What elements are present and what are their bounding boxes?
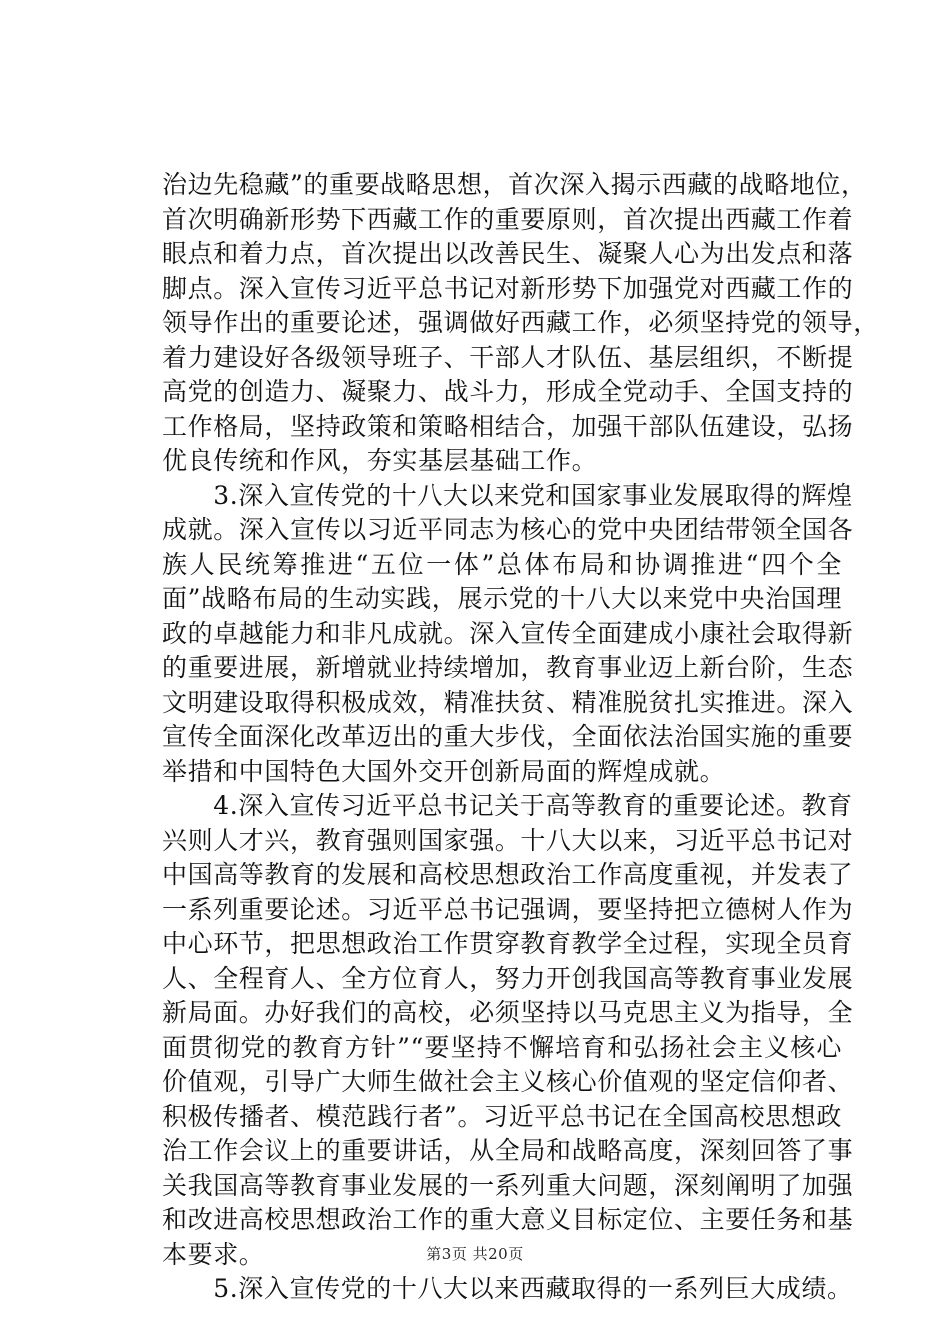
- text-line: 着力建设好各级领导班子、干部人才队伍、基层组织，不断提: [162, 342, 854, 372]
- text-line: 工作格局，坚持政策和策略相结合，加强干部队伍建设，弘扬: [162, 411, 854, 441]
- text-line: 的重要进展，新增就业持续增加，教育事业迈上新台阶，生态: [162, 653, 854, 682]
- text-line: 举措和中国特色大国外交开创新局面的辉煌成就。: [162, 756, 726, 786]
- text-line: 脚点。深入宣传习近平总书记对新形势下加强党对西藏工作的: [162, 273, 854, 303]
- text-line: 优良传统和作风，夯实基层基础工作。: [162, 446, 598, 475]
- text-line: 中心环节，把思想政治工作贯穿教育教学全过程，实现全员育: [162, 929, 854, 958]
- text-line: 关我国高等教育事业发展的一系列重大问题，深刻阐明了加强: [162, 1170, 854, 1200]
- text-line: 文明建设取得积极成效，精准扶贫、精准脱贫扎实推进。深入: [162, 687, 854, 717]
- text-line: 4.深入宣传习近平总书记关于高等教育的重要论述。教育: [162, 791, 853, 820]
- text-line: 兴则人才兴，教育强则国家强。十八大以来，习近平总书记对: [162, 825, 854, 855]
- text-line: 新局面。办好我们的高校，必须坚持以马克思主义为指导，全: [162, 998, 854, 1027]
- text-line: 积极传播者、模范践行者”。习近平总书记在全国高校思想政: [162, 1101, 842, 1131]
- text-line: 人、全程育人、全方位育人，努力开创我国高等教育事业发展: [162, 963, 854, 993]
- page-number-footer: 第3页 共20页: [426, 1245, 524, 1263]
- text-line: 中国高等教育的发展和高校思想政治工作高度重视，并发表了: [162, 860, 854, 889]
- text-line: 政的卓越能力和非凡成就。深入宣传全面建成小康社会取得新: [162, 618, 854, 648]
- text-line: 5.深入宣传党的十八大以来西藏取得的一系列巨大成绩。: [162, 1274, 853, 1303]
- text-line: 族人民统筹推进“五位一体”总体布局和协调推进“四个全: [162, 549, 842, 579]
- text-line: 3.深入宣传党的十八大以来党和国家事业发展取得的辉煌: [162, 480, 853, 510]
- text-line: 一系列重要论述。习近平总书记强调，要坚持把立德树人作为: [162, 894, 854, 924]
- text-line: 本要求。: [162, 1239, 265, 1269]
- text-line: 治工作会议上的重要讲话，从全局和战略高度，深刻回答了事: [162, 1136, 854, 1165]
- text-line: 首次明确新形势下西藏工作的重要原则，首次提出西藏工作着: [162, 204, 854, 234]
- document-body: [162, 168, 879, 1307]
- text-line: 价值观，引导广大师生做社会主义核心价值观的坚定信仰者、: [162, 1067, 854, 1096]
- text-line: 面贯彻党的教育方针”“要坚持不懈培育和弘扬社会主义核心: [162, 1032, 842, 1062]
- text-line: 成就。深入宣传以习近平同志为核心的党中央团结带领全国各: [162, 515, 854, 544]
- text-line: 高党的创造力、凝聚力、战斗力，形成全党动手、全国支持的: [162, 377, 854, 406]
- text-line: 领导作出的重要论述，强调做好西藏工作，必须坚持党的领导，: [162, 308, 879, 337]
- text-line: 和改进高校思想政治工作的重大意义目标定位、主要任务和基: [162, 1205, 854, 1234]
- text-line: 面”战略布局的生动实践，展示党的十八大以来党中央治国理: [162, 584, 842, 613]
- text-line: 眼点和着力点，首次提出以改善民生、凝聚人心为出发点和落: [162, 239, 854, 268]
- text-line: 宣传全面深化改革迈出的重大步伐，全面依法治国实施的重要: [162, 722, 854, 751]
- text-line: 治边先稳藏”的重要战略思想，首次深入揭示西藏的战略地位，: [162, 170, 867, 199]
